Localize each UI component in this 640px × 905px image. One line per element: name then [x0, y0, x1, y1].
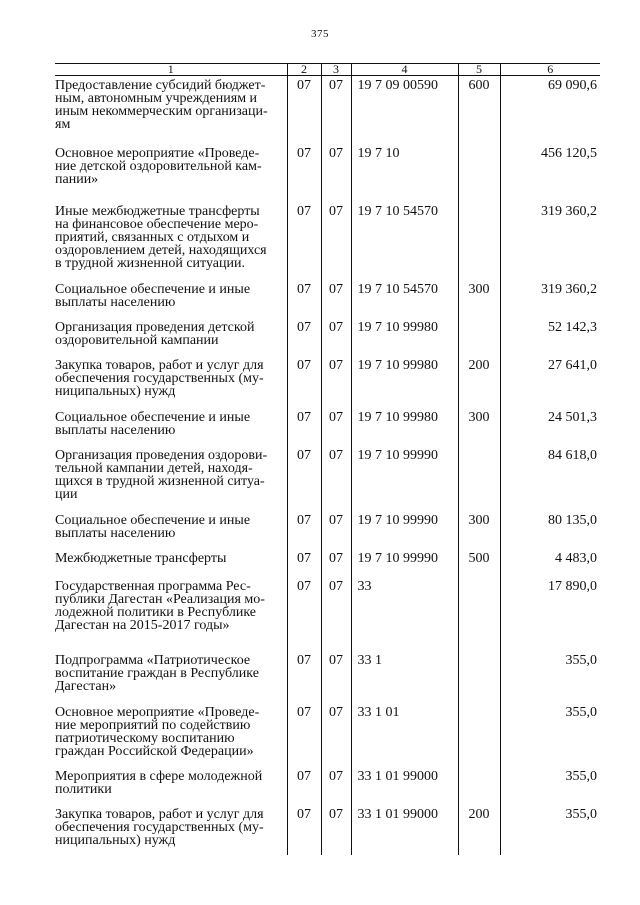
target-article-code: 19 7 10 99990 [351, 549, 458, 577]
budget-item-name: Организация проведения оздорови- тельной кампании детей, находя- щихся в трудной жизненной ситуа- ции [55, 447, 268, 502]
target-article-code: 33 1 01 99000 [351, 805, 458, 855]
table-row [55, 549, 600, 577]
table-row [55, 202, 600, 280]
budget-item-name: Основное мероприятие «Проведе- ние мероприятий по содействию патриотическому воспитанию граждан Российской Федерации» [55, 704, 260, 759]
column-number: 3 [321, 64, 351, 76]
budget-item-name: Предоставление субсидий бюджет- ным, автономным учреждениям и иным некоммерческим организаци- ям [55, 78, 268, 132]
expense-type-code [458, 651, 500, 703]
expense-type-code [458, 446, 500, 511]
target-article-code: 19 7 09 00590 [351, 76, 458, 144]
expense-type-code: 200 [458, 356, 500, 408]
section-code: 07 [287, 767, 321, 805]
table-row [55, 767, 600, 805]
section-code: 07 [287, 511, 321, 549]
expense-type-code: 300 [458, 280, 500, 318]
budget-item-name: Иные межбюджетные трансферты на финансовое обеспечение меро- приятий, связанных с отдыхом и оздоровлением детей, находящихся в трудной жизненной ситуации. [55, 203, 267, 271]
amount: 355,0 [500, 651, 600, 703]
expense-type-code [458, 318, 500, 356]
table-row [55, 76, 600, 144]
budget-item-name: Закупка товаров, работ и услуг для обеспечения государственных (му- ниципальных) нужд [55, 806, 264, 848]
section-code: 07 [287, 577, 321, 651]
table-row [55, 651, 600, 703]
section-code: 07 [287, 446, 321, 511]
budget-item-name: Подпрограмма «Патриотическое воспитание граждан в Республике Дагестан» [55, 652, 259, 694]
table-row [55, 703, 600, 767]
expense-type-code: 300 [458, 511, 500, 549]
expense-type-code: 500 [458, 549, 500, 577]
subsection-code: 07 [321, 202, 351, 280]
column-number: 1 [55, 64, 287, 76]
amount: 69 090,6 [500, 76, 600, 144]
amount: 355,0 [500, 767, 600, 805]
subsection-code: 07 [321, 76, 351, 144]
subsection-code: 07 [321, 280, 351, 318]
budget-item-name: Социальное обеспечение и иные выплаты населению [55, 281, 251, 310]
amount: 27 641,0 [500, 356, 600, 408]
budget-item-name: Социальное обеспечение и иные выплаты населению [55, 409, 251, 438]
subsection-code: 07 [321, 511, 351, 549]
section-code: 07 [287, 76, 321, 144]
table-row [55, 356, 600, 408]
page-number: 375 [311, 28, 329, 40]
amount: 319 360,2 [500, 280, 600, 318]
expense-type-code: 600 [458, 76, 500, 144]
budget-item-name: Основное мероприятие «Проведе- ние детской оздоровительной кам- пании» [55, 145, 262, 187]
section-code: 07 [287, 651, 321, 703]
budget-item-name: Государственная программа Рес- публики Дагестан «Реализация мо- лодежной политики в Республике Дагестан на 2015-2017 годы» [55, 578, 265, 633]
amount: 355,0 [500, 703, 600, 767]
budget-item-name: Закупка товаров, работ и услуг для обеспечения государственных (му- ниципальных) нужд [55, 357, 264, 399]
subsection-code: 07 [321, 549, 351, 577]
target-article-code: 33 1 01 99000 [351, 767, 458, 805]
amount: 17 890,0 [500, 577, 600, 651]
table-row [55, 511, 600, 549]
amount: 355,0 [500, 805, 600, 855]
budget-item-name: Межбюджетные трансферты [55, 550, 227, 566]
target-article-code: 19 7 10 54570 [351, 280, 458, 318]
column-number: 2 [287, 64, 321, 76]
column-number: 6 [500, 64, 600, 76]
amount: 24 501,3 [500, 408, 600, 446]
subsection-code: 07 [321, 356, 351, 408]
budget-table [55, 63, 600, 855]
expense-type-code [458, 703, 500, 767]
section-code: 07 [287, 318, 321, 356]
target-article-code: 33 [351, 577, 458, 651]
target-article-code: 19 7 10 99980 [351, 356, 458, 408]
section-code: 07 [287, 805, 321, 855]
expense-type-code [458, 144, 500, 202]
subsection-code: 07 [321, 408, 351, 446]
section-code: 07 [287, 356, 321, 408]
section-code: 07 [287, 549, 321, 577]
target-article-code: 33 1 [351, 651, 458, 703]
table-row [55, 318, 600, 356]
subsection-code: 07 [321, 577, 351, 651]
expense-type-code [458, 202, 500, 280]
amount: 456 120,5 [500, 144, 600, 202]
amount: 84 618,0 [500, 446, 600, 511]
section-code: 07 [287, 280, 321, 318]
expense-type-code [458, 577, 500, 651]
column-number: 5 [458, 64, 500, 76]
expense-type-code [458, 767, 500, 805]
amount: 319 360,2 [500, 202, 600, 280]
table-row [55, 408, 600, 446]
target-article-code: 19 7 10 99990 [351, 446, 458, 511]
table-row [55, 805, 600, 855]
subsection-code: 07 [321, 318, 351, 356]
budget-item-name: Социальное обеспечение и иные выплаты населению [55, 512, 251, 541]
amount: 4 483,0 [500, 549, 600, 577]
subsection-code: 07 [321, 703, 351, 767]
section-code: 07 [287, 703, 321, 767]
table-row [55, 446, 600, 511]
subsection-code: 07 [321, 446, 351, 511]
table-row [55, 280, 600, 318]
expense-type-code: 300 [458, 408, 500, 446]
table-body [55, 76, 600, 855]
target-article-code: 19 7 10 [351, 144, 458, 202]
budget-item-name: Мероприятия в сфере молодежной политики [55, 768, 263, 797]
subsection-code: 07 [321, 767, 351, 805]
target-article-code: 19 7 10 99980 [351, 318, 458, 356]
budget-item-name: Организация проведения детской оздоровительной кампании [55, 319, 255, 348]
section-code: 07 [287, 202, 321, 280]
subsection-code: 07 [321, 144, 351, 202]
section-code: 07 [287, 408, 321, 446]
expense-type-code: 200 [458, 805, 500, 855]
subsection-code: 07 [321, 805, 351, 855]
section-code: 07 [287, 144, 321, 202]
target-article-code: 33 1 01 [351, 703, 458, 767]
target-article-code: 19 7 10 54570 [351, 202, 458, 280]
table-row [55, 577, 600, 651]
target-article-code: 19 7 10 99990 [351, 511, 458, 549]
column-number-row [55, 64, 600, 76]
table-row [55, 144, 600, 202]
target-article-code: 19 7 10 99980 [351, 408, 458, 446]
amount: 80 135,0 [500, 511, 600, 549]
amount: 52 142,3 [500, 318, 600, 356]
subsection-code: 07 [321, 651, 351, 703]
column-number: 4 [351, 64, 458, 76]
